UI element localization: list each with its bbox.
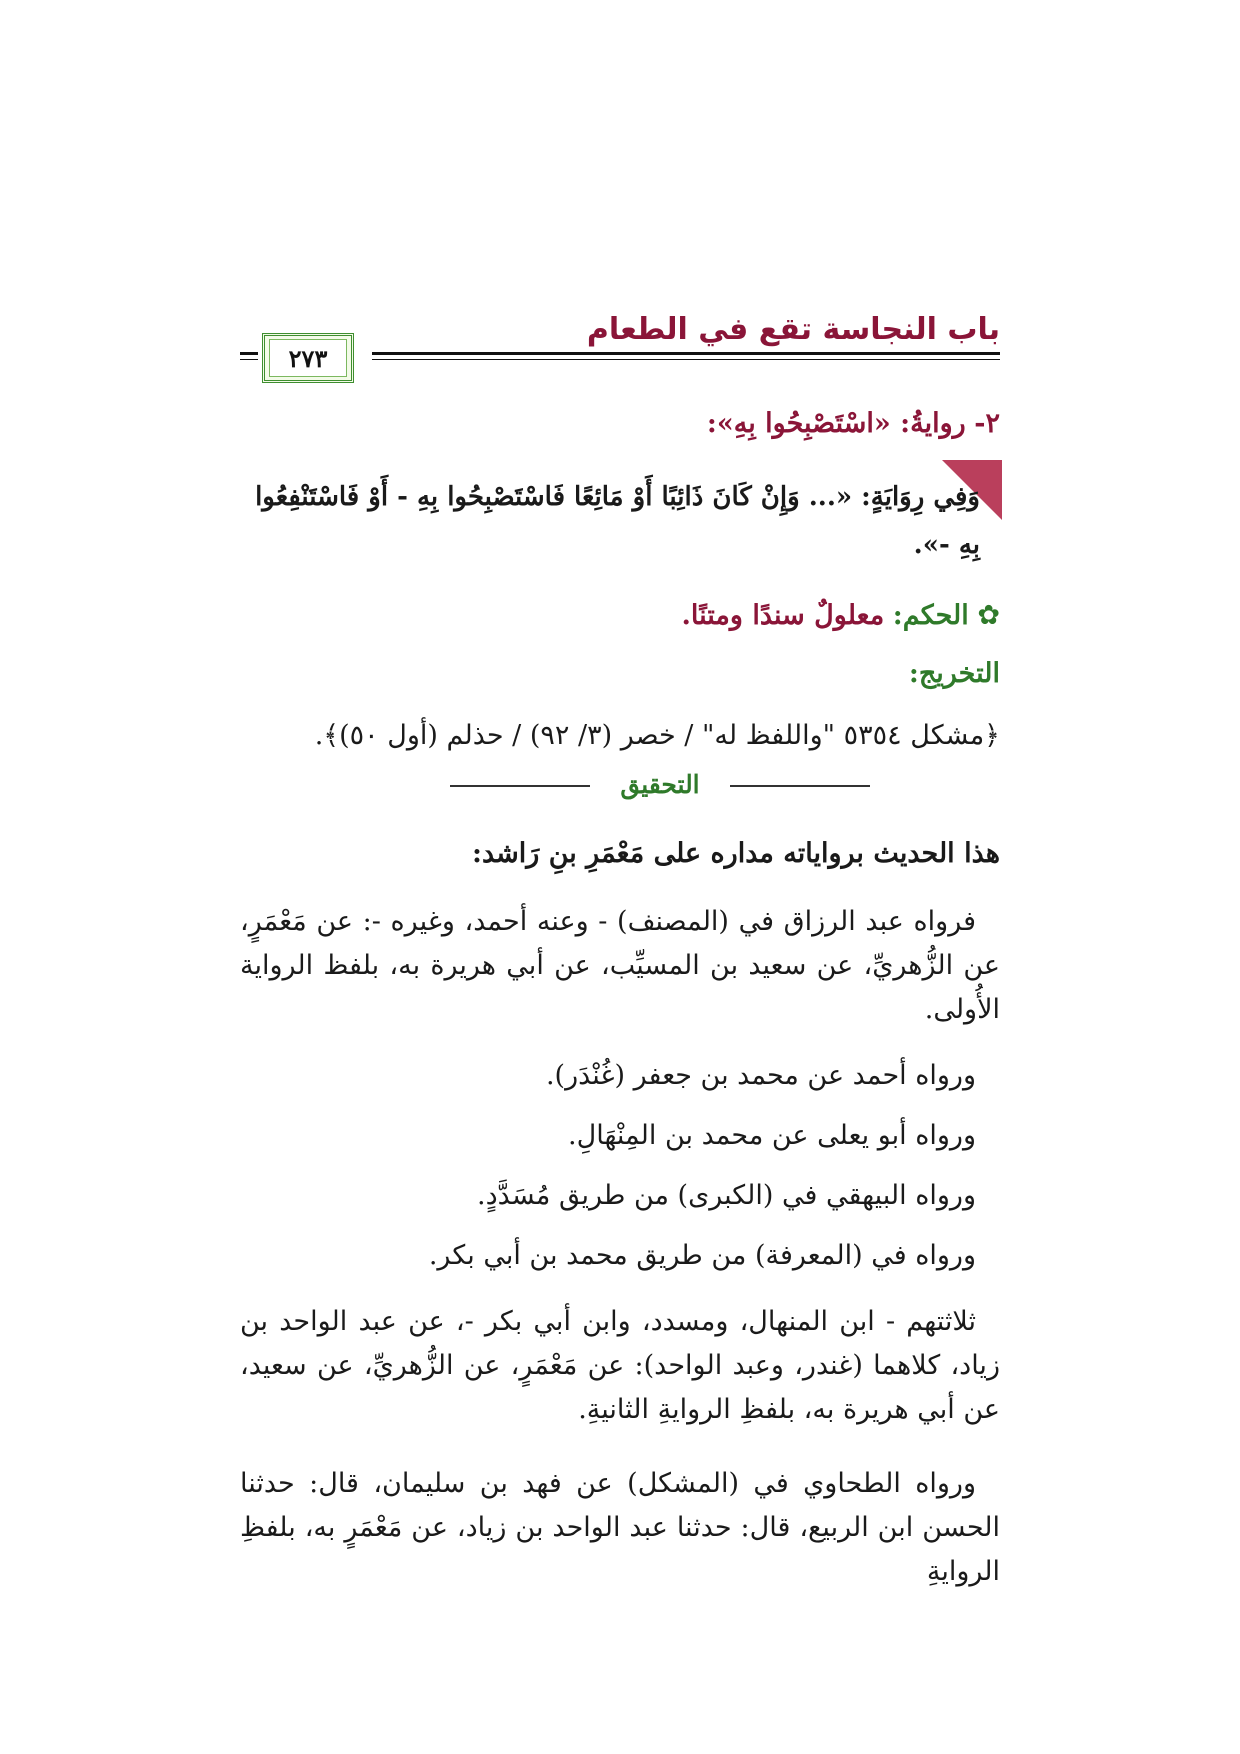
header-rule-right-top [372, 352, 1000, 355]
page-number-frame [262, 333, 354, 383]
header-rule-left-bottom [240, 359, 258, 360]
takhrij-label: التخريج: [908, 658, 1000, 689]
body-intro: هذا الحديث برواياته مداره على مَعْمَرِ بنِ رَاشد: [472, 838, 1000, 869]
page-number: ٢٧٣ [269, 339, 347, 377]
body-paragraph-3: ورواه الطحاوي في (المشكل) عن فهد بن سليمان، قال: حدثنا الحسن ابن الربيع، قال: حدثنا عبد الواحد بن زياد، عن مَعْمَرٍ به، بلفظِ الروايةِ [240, 1468, 1000, 1587]
body-line-5: ورواه في (المعرفة) من طريق محمد بن أبي بكر. [428, 1240, 976, 1271]
tahqiq-label: التحقيق [620, 770, 700, 799]
section-heading-text: روايةُ: «اسْتَصْبِحُوا بِهِ»: [706, 408, 966, 439]
section-heading [240, 408, 1000, 439]
body-line-4: ورواه البيهقي في (الكبرى) من طريق مُسَدَّدٍ. [477, 1180, 976, 1211]
narration-line-1: وَفِي رِوَايَةٍ: «... وَإِنْ كَانَ ذَائِبًا أَوْ مَائِعًا فَاسْتَصْبِحُوا بِهِ - أَوْ فَاسْتَنْفِعُوا [255, 482, 980, 512]
body-paragraph-1: فرواه عبد الرزاق في (المصنف) - وعنه أحمد، وغيره -: عن مَعْمَرٍ، عن الزُّهريِّ، عن سعيد بن المسيِّب، عن أبي هريرة به، بلفظ الرواية الأُولى. [240, 906, 1000, 1025]
chapter-title: باب النجاسة تقع في الطعام [586, 312, 1000, 347]
takhrij-text: ﴿مشكل ٥٣٥٤ "واللفظ له" / خصر (٣/ ٩٢) / حذلم (أول ٥٠)﴾. [314, 720, 1000, 751]
body-line-2: ورواه أحمد عن محمد بن جعفر (غُنْدَر). [545, 1060, 976, 1091]
flower-ornament-icon: ✿ [977, 600, 1000, 631]
tahqiq-divider [450, 770, 870, 800]
narration-line-2: بِهِ -». [913, 530, 980, 560]
header-rule-left-top [240, 352, 258, 355]
header-rule-right-bottom [372, 359, 1000, 360]
ruling-label: الحكم: [892, 600, 969, 631]
section-heading-number: ٢- [974, 408, 1000, 439]
body-line-3: ورواه أبو يعلى عن محمد بن المِنْهَالِ. [568, 1120, 976, 1151]
ruling-value: معلولٌ سندًا ومتنًا. [681, 600, 885, 631]
ruling-line [240, 600, 1000, 631]
body-paragraph-2: ثلاثتهم - ابن المنهال، ومسدد، وابن أبي بكر -، عن عبد الواحد بن زياد، كلاهما (غندر، وعبد الواحد): عن مَعْمَرٍ، عن الزُّهريِّ، عن سعيد، عن أبي هريرة به، بلفظِ الروايةِ الثانيةِ. [240, 1306, 1000, 1425]
